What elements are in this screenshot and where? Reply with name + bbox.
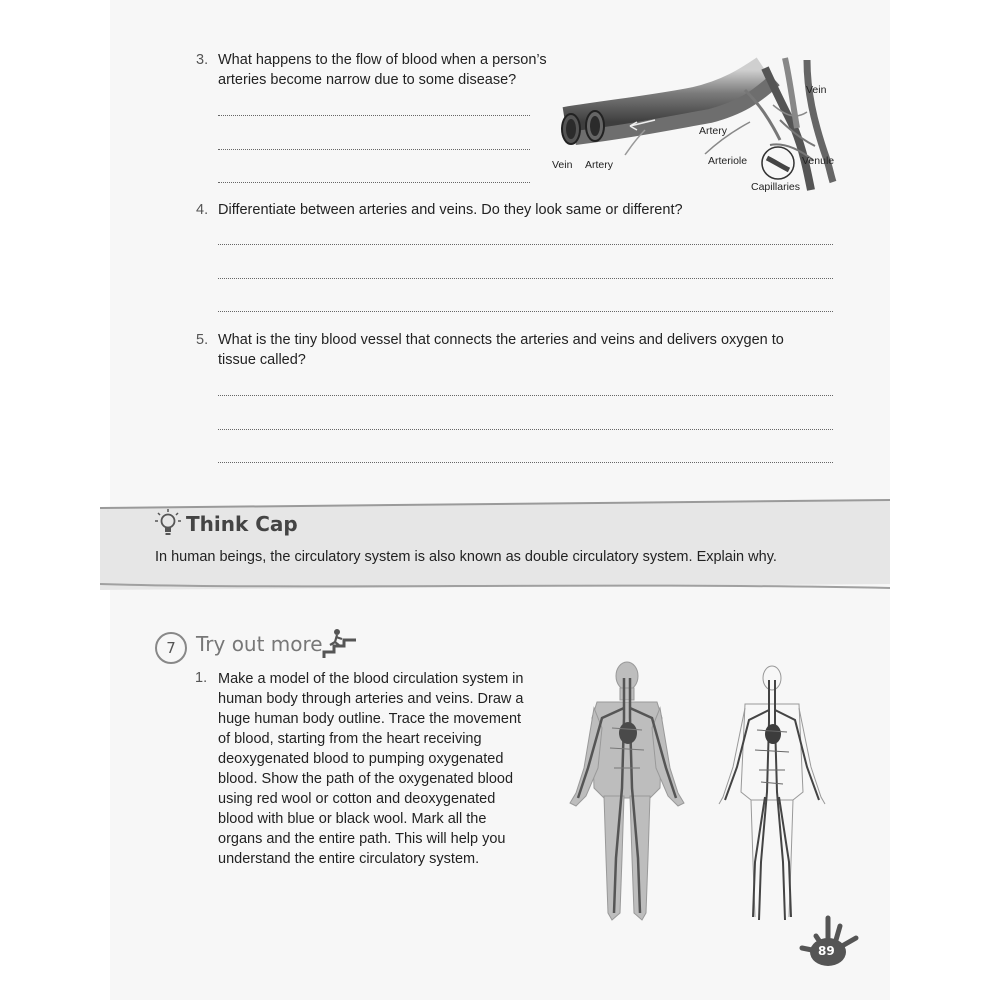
hand-splat-icon: [798, 914, 864, 970]
section-number-badge: 7: [155, 632, 187, 664]
answer-line[interactable]: [218, 429, 833, 430]
try-item-number: 1.: [195, 670, 208, 686]
human-body-circulation-outline: [715, 662, 830, 927]
answer-line[interactable]: [218, 278, 833, 279]
try-item-text: [218, 669, 548, 869]
question-4: [196, 200, 683, 220]
page-number: 89: [818, 944, 835, 958]
try-item-line: huge human body outline. Trace the movement: [218, 711, 522, 727]
answer-line[interactable]: [218, 182, 530, 183]
try-item-line: using red wool or cotton and deoxygenated: [218, 791, 496, 807]
try-item-line: human body through arteries and veins. Draw a: [218, 691, 524, 707]
stairs-climber-icon: [320, 628, 360, 662]
question-text: arteries become narrow due to some disease?: [218, 72, 517, 88]
label-capillaries: Capillaries: [751, 181, 801, 193]
try-item-line: deoxygenated blood to pumping oxygenated: [218, 751, 504, 767]
question-text: What is the tiny blood vessel that connects the arteries and veins and delivers oxygen to: [218, 332, 784, 348]
label-arteriole: Arteriole: [708, 155, 748, 167]
try-item-line: blood with blue or black wool. Mark all the: [218, 811, 487, 827]
answer-line[interactable]: [218, 149, 530, 150]
label-vein-right: Vein: [806, 84, 827, 96]
question-3: [196, 50, 547, 90]
try-out-more-title: Try out more: [196, 632, 323, 656]
blood-vessel-diagram: [545, 50, 845, 200]
human-body-circulation-shaded: [562, 658, 692, 928]
label-artery-left: Artery: [585, 159, 614, 171]
question-number: 5.: [196, 332, 209, 348]
question-number: 4.: [196, 202, 209, 218]
answer-line[interactable]: [218, 395, 833, 396]
label-artery-right: Artery: [699, 125, 728, 137]
try-item-line: blood. Show the path of the oxygenated blood: [218, 771, 514, 787]
think-cap-title: Think Cap: [186, 512, 298, 536]
question-text: tissue called?: [218, 352, 306, 368]
answer-line[interactable]: [218, 462, 833, 463]
try-item-line: organs and the entire path. This will help you: [218, 831, 506, 847]
try-item-line: Make a model of the blood circulation system in: [218, 671, 524, 687]
label-vein-left: Vein: [552, 159, 573, 171]
lightbulb-icon: [155, 508, 181, 538]
label-venule: Venule: [802, 155, 835, 167]
answer-line[interactable]: [218, 115, 530, 116]
answer-line[interactable]: [218, 244, 833, 245]
question-text: What happens to the flow of blood when a person’s: [218, 52, 547, 68]
think-cap-text: In human beings, the circulatory system is also known as double circulatory system. Explain why.: [155, 549, 777, 565]
answer-line[interactable]: [218, 311, 833, 312]
try-item-line: understand the entire circulatory system.: [218, 851, 480, 867]
question-5: [196, 330, 784, 370]
question-number: 3.: [196, 52, 209, 68]
try-item-line: of blood, starting from the heart receiving: [218, 731, 482, 747]
question-text: Differentiate between arteries and veins. Do they look same or different?: [218, 202, 683, 218]
